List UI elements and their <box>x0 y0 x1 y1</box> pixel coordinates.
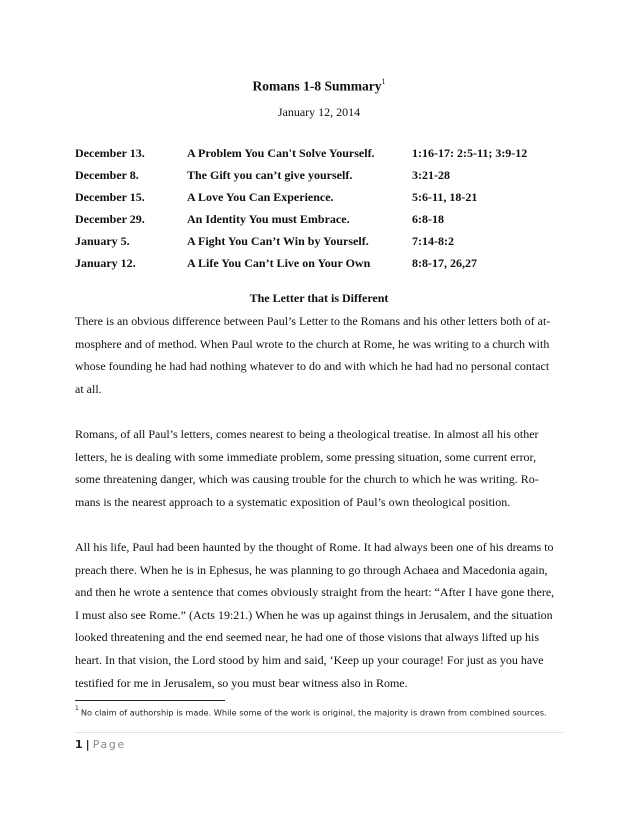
footnote-text: No claim of authorship is made. While some of the work is original, the majority is drawn from combined sources. <box>80 707 547 718</box>
paragraph-line: at all. <box>75 381 102 396</box>
paragraph-line: There is an obvious difference between Paul’s Letter to the Romans and his other letters both of at- <box>75 314 551 328</box>
paragraph-line: I must also see Rome.” (Acts 19:21.) When he was up against things in Jerusalem, and the situation <box>75 607 553 622</box>
paragraph-line: preach there. When he is in Ephesus, he was planning to go through Achaea and Macedonia again, <box>75 562 548 577</box>
body-paragraph <box>75 423 565 513</box>
footer-separator: | <box>85 738 90 751</box>
schedule-reference: 3:21-28 <box>412 168 450 182</box>
schedule-topic: A Life You Can’t Live on Your Own <box>187 256 371 270</box>
paragraph-line: and then he wrote a sentence that comes obviously straight from the heart: “After I have gone there, <box>75 585 555 600</box>
paragraph-gap <box>75 400 565 423</box>
footnote <box>75 707 575 718</box>
paragraph-line: Romans, of all Paul’s letters, comes nearest to being a theological treatise. In almost all his other <box>75 426 539 441</box>
paragraph-line: mosphere and of method. When Paul wrote to the church at Rome, he was writing to a church with <box>75 336 550 351</box>
schedule-date: January 12. <box>75 256 136 270</box>
schedule-date: December 13. <box>75 146 145 160</box>
schedule-reference: 5:6-11, 18-21 <box>412 190 478 204</box>
body-paragraph <box>75 536 565 694</box>
schedule-date: December 29. <box>75 212 145 226</box>
paragraph-line: looked threatening and the end seemed near, he had one of those visions that always lifted up his <box>75 630 540 645</box>
schedule-topic: A Love You Can Experience. <box>187 190 334 204</box>
schedule-date: December 8. <box>75 168 139 182</box>
document-date: January 12, 2014 <box>277 105 361 119</box>
paragraph-gap <box>75 513 565 536</box>
schedule-date: January 5. <box>75 234 130 248</box>
schedule-reference: 1:16-17: 2:5-11; 3:9-12 <box>412 146 528 160</box>
paragraph-line: letters, he is dealing with some immediate problem, some pressing situation, some current error, <box>75 449 537 464</box>
section-heading: The Letter that is Different <box>249 291 389 305</box>
schedule-topic: A Problem You Can't Solve Yourself. <box>187 146 375 160</box>
document-title <box>0 78 638 95</box>
footnote-mark: 1 <box>75 705 79 712</box>
page-number: 1 <box>75 738 83 751</box>
paragraph-line: mans is the nearest approach to a systematic exposition of Paul’s own theological position. <box>75 494 511 509</box>
footnote-divider <box>75 700 225 701</box>
schedule-topic: A Fight You Can’t Win by Yourself. <box>187 234 369 248</box>
paragraph-line: All his life, Paul had been haunted by the thought of Rome. It had always been one of his dreams to <box>75 539 554 554</box>
paragraph-line: heart. In that vision, the Lord stood by him and said, ‘Keep up your courage! For just as you have <box>75 652 544 667</box>
paragraph-line: whose founding he had had nothing whatever to do and with which he had had no personal contact <box>75 359 550 374</box>
title-footnote-mark: 1 <box>381 77 386 86</box>
page-footer <box>75 738 126 751</box>
body-paragraph <box>75 310 565 400</box>
paragraph-line: testified for me in Jerusalem, so you must bear witness also in Rome. <box>75 675 408 690</box>
body-text <box>75 310 565 694</box>
schedule-reference: 7:14-8:2 <box>412 234 454 248</box>
schedule-reference: 6:8-18 <box>412 212 444 226</box>
schedule-date: December 15. <box>75 190 145 204</box>
schedule-reference: 8:8-17, 26,27 <box>412 256 477 270</box>
footer-divider <box>75 732 563 733</box>
page-label: Page <box>92 738 126 751</box>
title-text: Romans 1-8 Summary <box>252 78 382 94</box>
schedule-topic: The Gift you can’t give yourself. <box>187 168 353 182</box>
schedule-topic: An Identity You must Embrace. <box>187 212 350 226</box>
paragraph-line: some threatening danger, which was causing trouble for the church to which he was writing. Ro- <box>75 472 539 487</box>
